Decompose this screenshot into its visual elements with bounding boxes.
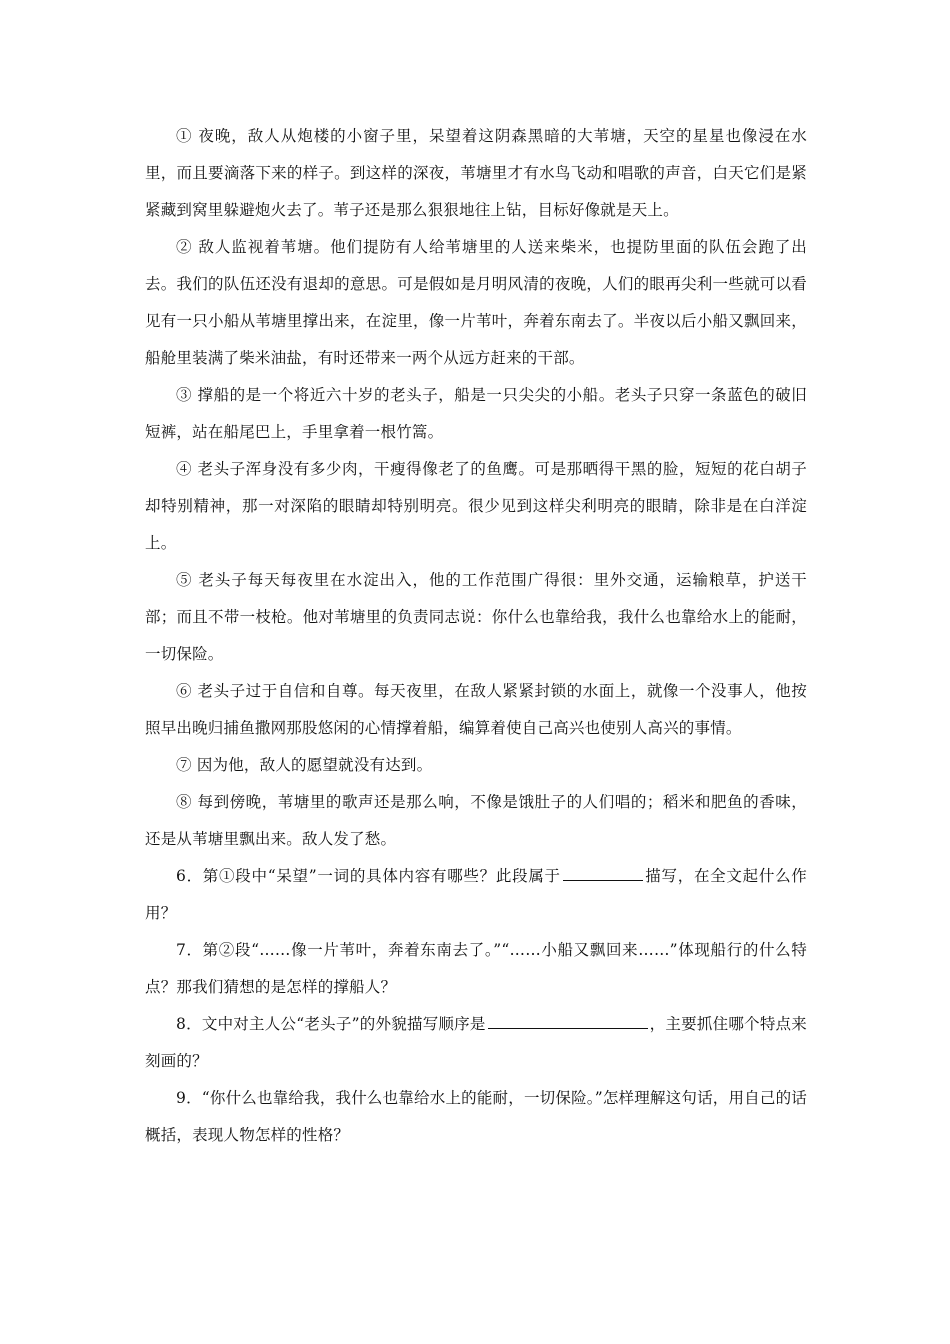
question-9: 9．“你什么也靠给我，我什么也靠给水上的能耐，一切保险。”怎样理解这句话，用自己的话概括，表现人物怎样的性格？ (145, 1089, 807, 1144)
document-page (145, 118, 807, 1154)
question-8 (145, 1006, 807, 1080)
passage-paragraph-7: ⑦ 因为他，敌人的愿望就没有达到。 (176, 756, 433, 774)
answer-blank-q6[interactable] (563, 860, 643, 881)
passage-paragraph-5: ⑤ 老头子每天每夜里在水淀出入，他的工作范围广得很：里外交通，运输粮草，护送干部；而且不带一枝枪。他对苇塘里的负责同志说：你什么也靠给我，我什么也靠给水上的能耐，一切保险。 (145, 571, 807, 663)
question-6 (145, 858, 807, 932)
answer-blank-q8[interactable] (488, 1008, 648, 1029)
question-6-text-before: 6．第①段中“呆望”一词的具体内容有哪些？此段属于 (176, 867, 561, 885)
question-8-text-before: 8．文中对主人公“老头子”的外貌描写顺序是 (176, 1015, 486, 1033)
question-6-text-after: 描写，在全文起什么作用？ (145, 867, 807, 922)
passage-paragraph-4: ④ 老头子浑身没有多少肉，干瘦得像老了的鱼鹰。可是那晒得干黑的脸，短短的花白胡子却特别精神，那一对深陷的眼睛却特别明亮。很少见到这样尖利明亮的眼睛，除非是在白洋淀上。 (145, 460, 807, 552)
passage-paragraph-2: ② 敌人监视着苇塘。他们提防有人给苇塘里的人送来柴米，也提防里面的队伍会跑了出去。我们的队伍还没有退却的意思。可是假如是月明风清的夜晚，人们的眼再尖利一些就可以看见有一只小船从苇塘里撑出来，在淀里，像一片苇叶，奔着东南去了。半夜以后小船又飘回来，船舱里装满了柴米油盐，有时还带来一两个从远方赶来的干部。 (145, 238, 807, 367)
passage-paragraph-8: ⑧ 每到傍晚，苇塘里的歌声还是那么响，不像是饿肚子的人们唱的；稻米和肥鱼的香味，还是从苇塘里飘出来。敌人发了愁。 (145, 793, 807, 848)
passage-paragraph-6: ⑥ 老头子过于自信和自尊。每天夜里，在敌人紧紧封锁的水面上，就像一个没事人，他按照早出晚归捕鱼撒网那股悠闲的心情撑着船，编算着使自己高兴也使别人高兴的事情。 (145, 682, 807, 737)
passage-paragraph-1: ① 夜晚，敌人从炮楼的小窗子里，呆望着这阴森黑暗的大苇塘，天空的星星也像浸在水里，而且要滴落下来的样子。到这样的深夜，苇塘里才有水鸟飞动和唱歌的声音，白天它们是紧紧藏到窝里躲避炮火去了。苇子还是那么狠狠地往上钻，目标好像就是天上。 (145, 127, 807, 219)
question-8-text-after: ，主要抓住哪个特点来刻画的？ (145, 1015, 807, 1070)
passage-paragraph-3: ③ 撑船的是一个将近六十岁的老头子，船是一只尖尖的小船。老头子只穿一条蓝色的破旧短裤，站在船尾巴上，手里拿着一根竹篙。 (145, 386, 807, 441)
question-7: 7．第②段“……像一片苇叶，奔着东南去了。”“……小船又飘回来……”体现船行的什么特点？那我们猜想的是怎样的撑船人？ (145, 941, 807, 996)
